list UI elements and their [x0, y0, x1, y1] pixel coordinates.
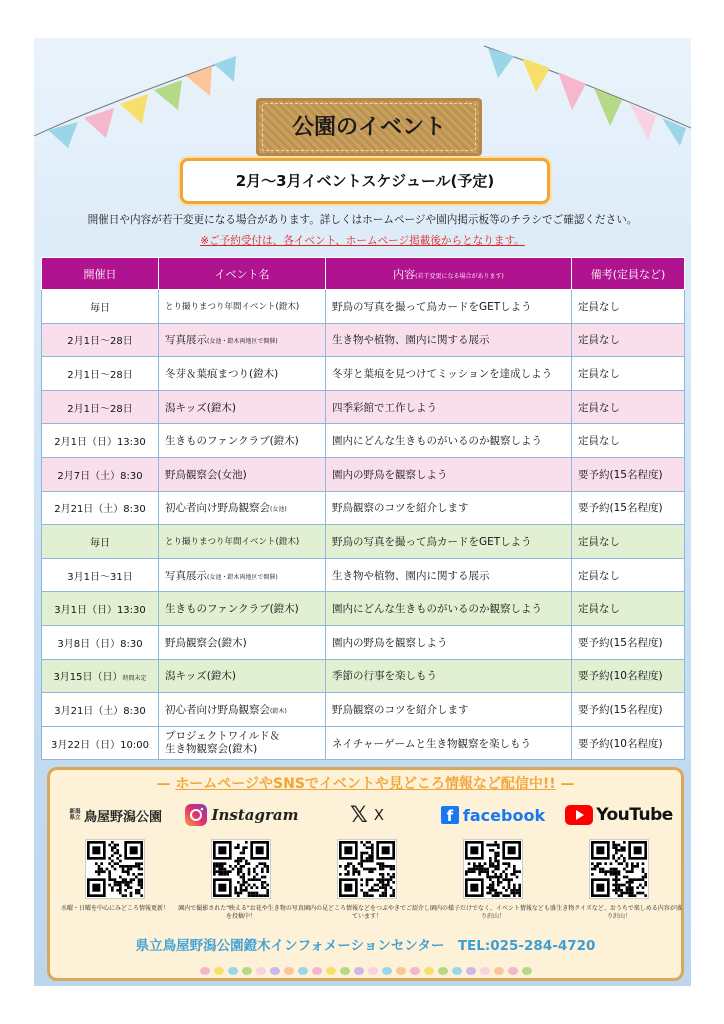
schedule-title: 2月〜3月イベントスケジュール(予定) — [235, 172, 495, 190]
event-name: とり撮りまつり年間イベント(鐙木) — [165, 302, 300, 313]
sns-caption: 園内の見どころ情報などをつぶやきでご紹介しています！ — [304, 905, 431, 921]
cell-remarks: 要予約(15名程度) — [572, 457, 685, 491]
cell-date: 2月1日〜28日 — [42, 323, 159, 357]
date-note: 時間未定 — [122, 675, 147, 683]
cell-content: 園内の野鳥を観察しよう — [326, 457, 572, 491]
event-name-line2: 生き物観察会(鐙木) — [165, 743, 258, 756]
cell-event — [159, 525, 326, 559]
event-note: (女池・鐙木両地区で開催) — [207, 573, 278, 581]
event-name: 写真展示 — [165, 569, 207, 582]
header-content-note: (若干変更になる場合があります) — [415, 272, 504, 280]
cell-date: 3月1日〜31日 — [42, 558, 159, 592]
cell-content: 園内にどんな生きものがいるのか観察しよう — [326, 424, 572, 458]
cell-date: 2月1日〜28日 — [42, 357, 159, 391]
bunting-right — [474, 38, 691, 148]
sns-caption: 生き物クイズなど、おうちで楽しめる内容が盛り沢山！ — [556, 905, 682, 921]
event-name: 初心者向け野鳥観察会 — [165, 502, 270, 515]
event-name: 冬芽＆葉痕まつり(鐙木) — [165, 367, 279, 380]
table-row — [42, 525, 685, 559]
facebook-icon: f — [441, 806, 459, 824]
cell-content: ネイチャーゲームと生き物観察を楽しもう — [326, 726, 572, 760]
cell-content: 園内にどんな生きものがいるのか観察しよう — [326, 592, 572, 626]
cell-remarks: 要予約(10名程度) — [572, 726, 685, 760]
table-row — [42, 390, 685, 424]
sns-heading-text: ホームページやSNSでイベントや見どころ情報など配信中!! — [175, 776, 556, 792]
header-remarks: 備考(定員など) — [572, 258, 685, 290]
poster — [34, 38, 691, 986]
cell-content: 季節の行事を楽しもう — [326, 659, 572, 693]
cell-event — [159, 357, 326, 391]
cell-content: 野鳥の写真を撮って鳥カードをGETしよう — [326, 290, 572, 324]
cell-event — [159, 457, 326, 491]
cell-remarks: 要予約(15名程度) — [572, 491, 685, 525]
facebook-label: facebook — [462, 805, 546, 825]
event-schedule-table — [41, 257, 685, 760]
cell-remarks: 定員なし — [572, 357, 685, 391]
event-name: 野鳥観察会(女池) — [165, 468, 247, 481]
sns-channel-facebook[interactable] — [430, 797, 556, 921]
cell-remarks: 要予約(10名程度) — [572, 659, 685, 693]
cell-date: 2月1日（日）13:30 — [42, 424, 159, 458]
instagram-label: Instagram — [211, 806, 299, 824]
youtube-brand — [556, 797, 682, 833]
cell-event — [159, 625, 326, 659]
table-header-row — [42, 258, 685, 290]
park-logo-icon: 新潟県立 — [69, 808, 81, 821]
sns-heading: — ホームページやSNSでイベントや見どころ情報など配信中!! — — [156, 776, 575, 792]
sns-channel-x[interactable] — [304, 797, 430, 921]
date-text: 3月15日（日） — [53, 672, 123, 684]
cell-remarks: 要予約(15名程度) — [572, 625, 685, 659]
cell-content: 冬芽と葉痕を見つけてミッションを達成しよう — [326, 357, 572, 391]
event-name: 生きものファンクラブ(鐙木) — [165, 603, 299, 616]
header-event: イベント名 — [159, 258, 326, 290]
qr-pattern — [339, 841, 395, 897]
cell-event — [159, 558, 326, 592]
cell-date: 2月1日〜28日 — [42, 390, 159, 424]
page-title: 公園のイベント — [291, 115, 446, 140]
schedule-title-box — [180, 158, 550, 204]
table-row — [42, 323, 685, 357]
cell-event — [159, 390, 326, 424]
info-center-contact: 県立鳥屋野潟公園鐙木インフォメーションセンター TEL:025-284-4720 — [135, 938, 596, 954]
cell-remarks: 定員なし — [572, 424, 685, 458]
instagram-brand — [178, 797, 304, 833]
facebook-brand — [430, 797, 556, 833]
cell-date: 毎日 — [42, 290, 159, 324]
event-name: 写真展示 — [165, 334, 207, 347]
event-name: 潟キッズ(鐙木) — [165, 670, 236, 683]
notice-text: 開催日や内容が若干変更になる場合があります。詳しくはホームページや園内掲示板等のチラシでご確認ください。 — [87, 214, 638, 226]
youtube-label: YouTube — [596, 805, 673, 825]
cell-content: 生き物や植物、園内に関する展示 — [326, 558, 572, 592]
event-name: 生きものファンクラブ(鐙木) — [165, 435, 299, 448]
cell-date: 3月1日（日）13:30 — [42, 592, 159, 626]
sns-caption: 園内で撮影された"映える"お花や生き物の写真を投稿中！ — [178, 905, 304, 921]
qr-pattern — [87, 841, 143, 897]
table-row — [42, 491, 685, 525]
table-row — [42, 457, 685, 491]
cell-content: 生き物や植物、園内に関する展示 — [326, 323, 572, 357]
cell-date: 2月7日（土）8:30 — [42, 457, 159, 491]
header-content — [326, 258, 572, 290]
cell-event — [159, 659, 326, 693]
x-icon: 𝕏 — [349, 802, 368, 828]
cell-event — [159, 726, 326, 760]
header-content-label: 内容 — [393, 267, 416, 281]
cell-remarks: 定員なし — [572, 558, 685, 592]
event-name: プロジェクトワイルド＆ — [165, 730, 280, 743]
cell-content: 野鳥観察のコツを紹介します — [326, 491, 572, 525]
cell-content: 野鳥の写真を撮って鳥カードをGETしよう — [326, 525, 572, 559]
cell-date: 3月22日（日）10:00 — [42, 726, 159, 760]
qr-code[interactable] — [211, 839, 271, 899]
cell-remarks: 定員なし — [572, 390, 685, 424]
cell-event — [159, 323, 326, 357]
reservation-notice: ※ご予約受付は、各イベント、ホームページ掲載後からとなります。 — [200, 235, 525, 247]
qr-code[interactable] — [337, 839, 397, 899]
cell-content: 園内の野鳥を観察しよう — [326, 625, 572, 659]
youtube-icon — [565, 805, 593, 825]
bunting-left — [34, 38, 264, 158]
sns-channel-instagram[interactable] — [178, 797, 304, 921]
x-label: X — [373, 806, 384, 824]
cell-date: 2月21日（土）8:30 — [42, 491, 159, 525]
instagram-icon — [184, 803, 208, 827]
event-note: (女池・鐙木両地区で開催) — [207, 338, 278, 346]
decorative-dots — [50, 960, 681, 979]
table-row — [42, 659, 685, 693]
cell-date — [42, 659, 159, 693]
cell-date: 毎日 — [42, 525, 159, 559]
x-brand — [304, 797, 430, 833]
park-name: 鳥屋野潟公園 — [83, 809, 162, 825]
cell-remarks: 定員なし — [572, 323, 685, 357]
sns-channel-youtube[interactable] — [556, 797, 682, 921]
cell-date: 3月21日（土）8:30 — [42, 693, 159, 727]
park-logo — [52, 797, 178, 833]
table-row — [42, 558, 685, 592]
table-row — [42, 625, 685, 659]
sns-caption: 園内の様子だけでなく、イベント情報なども盛り沢山！ — [430, 905, 556, 921]
cell-event — [159, 592, 326, 626]
header-date: 開催日 — [42, 258, 159, 290]
cell-content: 四季彩館で工作しよう — [326, 390, 572, 424]
event-name: 野鳥観察会(鐙木) — [165, 636, 247, 649]
sns-channel-park[interactable] — [52, 797, 178, 913]
cell-remarks: 要予約(15名程度) — [572, 693, 685, 727]
event-note: (女池) — [270, 506, 287, 514]
table-row — [42, 592, 685, 626]
qr-pattern — [465, 841, 521, 897]
qr-code[interactable] — [463, 839, 523, 899]
table-row — [42, 726, 685, 760]
cell-event — [159, 693, 326, 727]
sns-section — [47, 767, 684, 981]
cell-remarks: 定員なし — [572, 290, 685, 324]
qr-pattern — [213, 841, 269, 897]
qr-code[interactable] — [589, 839, 649, 899]
sns-caption: 水曜・日曜を中心にみどころ情報更新！ — [60, 905, 169, 912]
cell-event — [159, 424, 326, 458]
event-note: (鐙木) — [270, 707, 287, 715]
table-row — [42, 290, 685, 324]
qr-code[interactable] — [85, 839, 145, 899]
cell-remarks: 定員なし — [572, 592, 685, 626]
table-row — [42, 693, 685, 727]
event-name: 潟キッズ(鐙木) — [165, 401, 236, 414]
cell-event — [159, 290, 326, 324]
cell-date: 3月8日（日）8:30 — [42, 625, 159, 659]
event-name: 初心者向け野鳥観察会 — [165, 703, 270, 716]
cell-event — [159, 491, 326, 525]
cell-content: 野鳥観察のコツを紹介します — [326, 693, 572, 727]
table-row — [42, 357, 685, 391]
cell-remarks: 定員なし — [572, 525, 685, 559]
qr-pattern — [591, 841, 647, 897]
event-name: とり撮りまつり年間イベント(鐙木) — [165, 537, 300, 548]
table-row — [42, 424, 685, 458]
